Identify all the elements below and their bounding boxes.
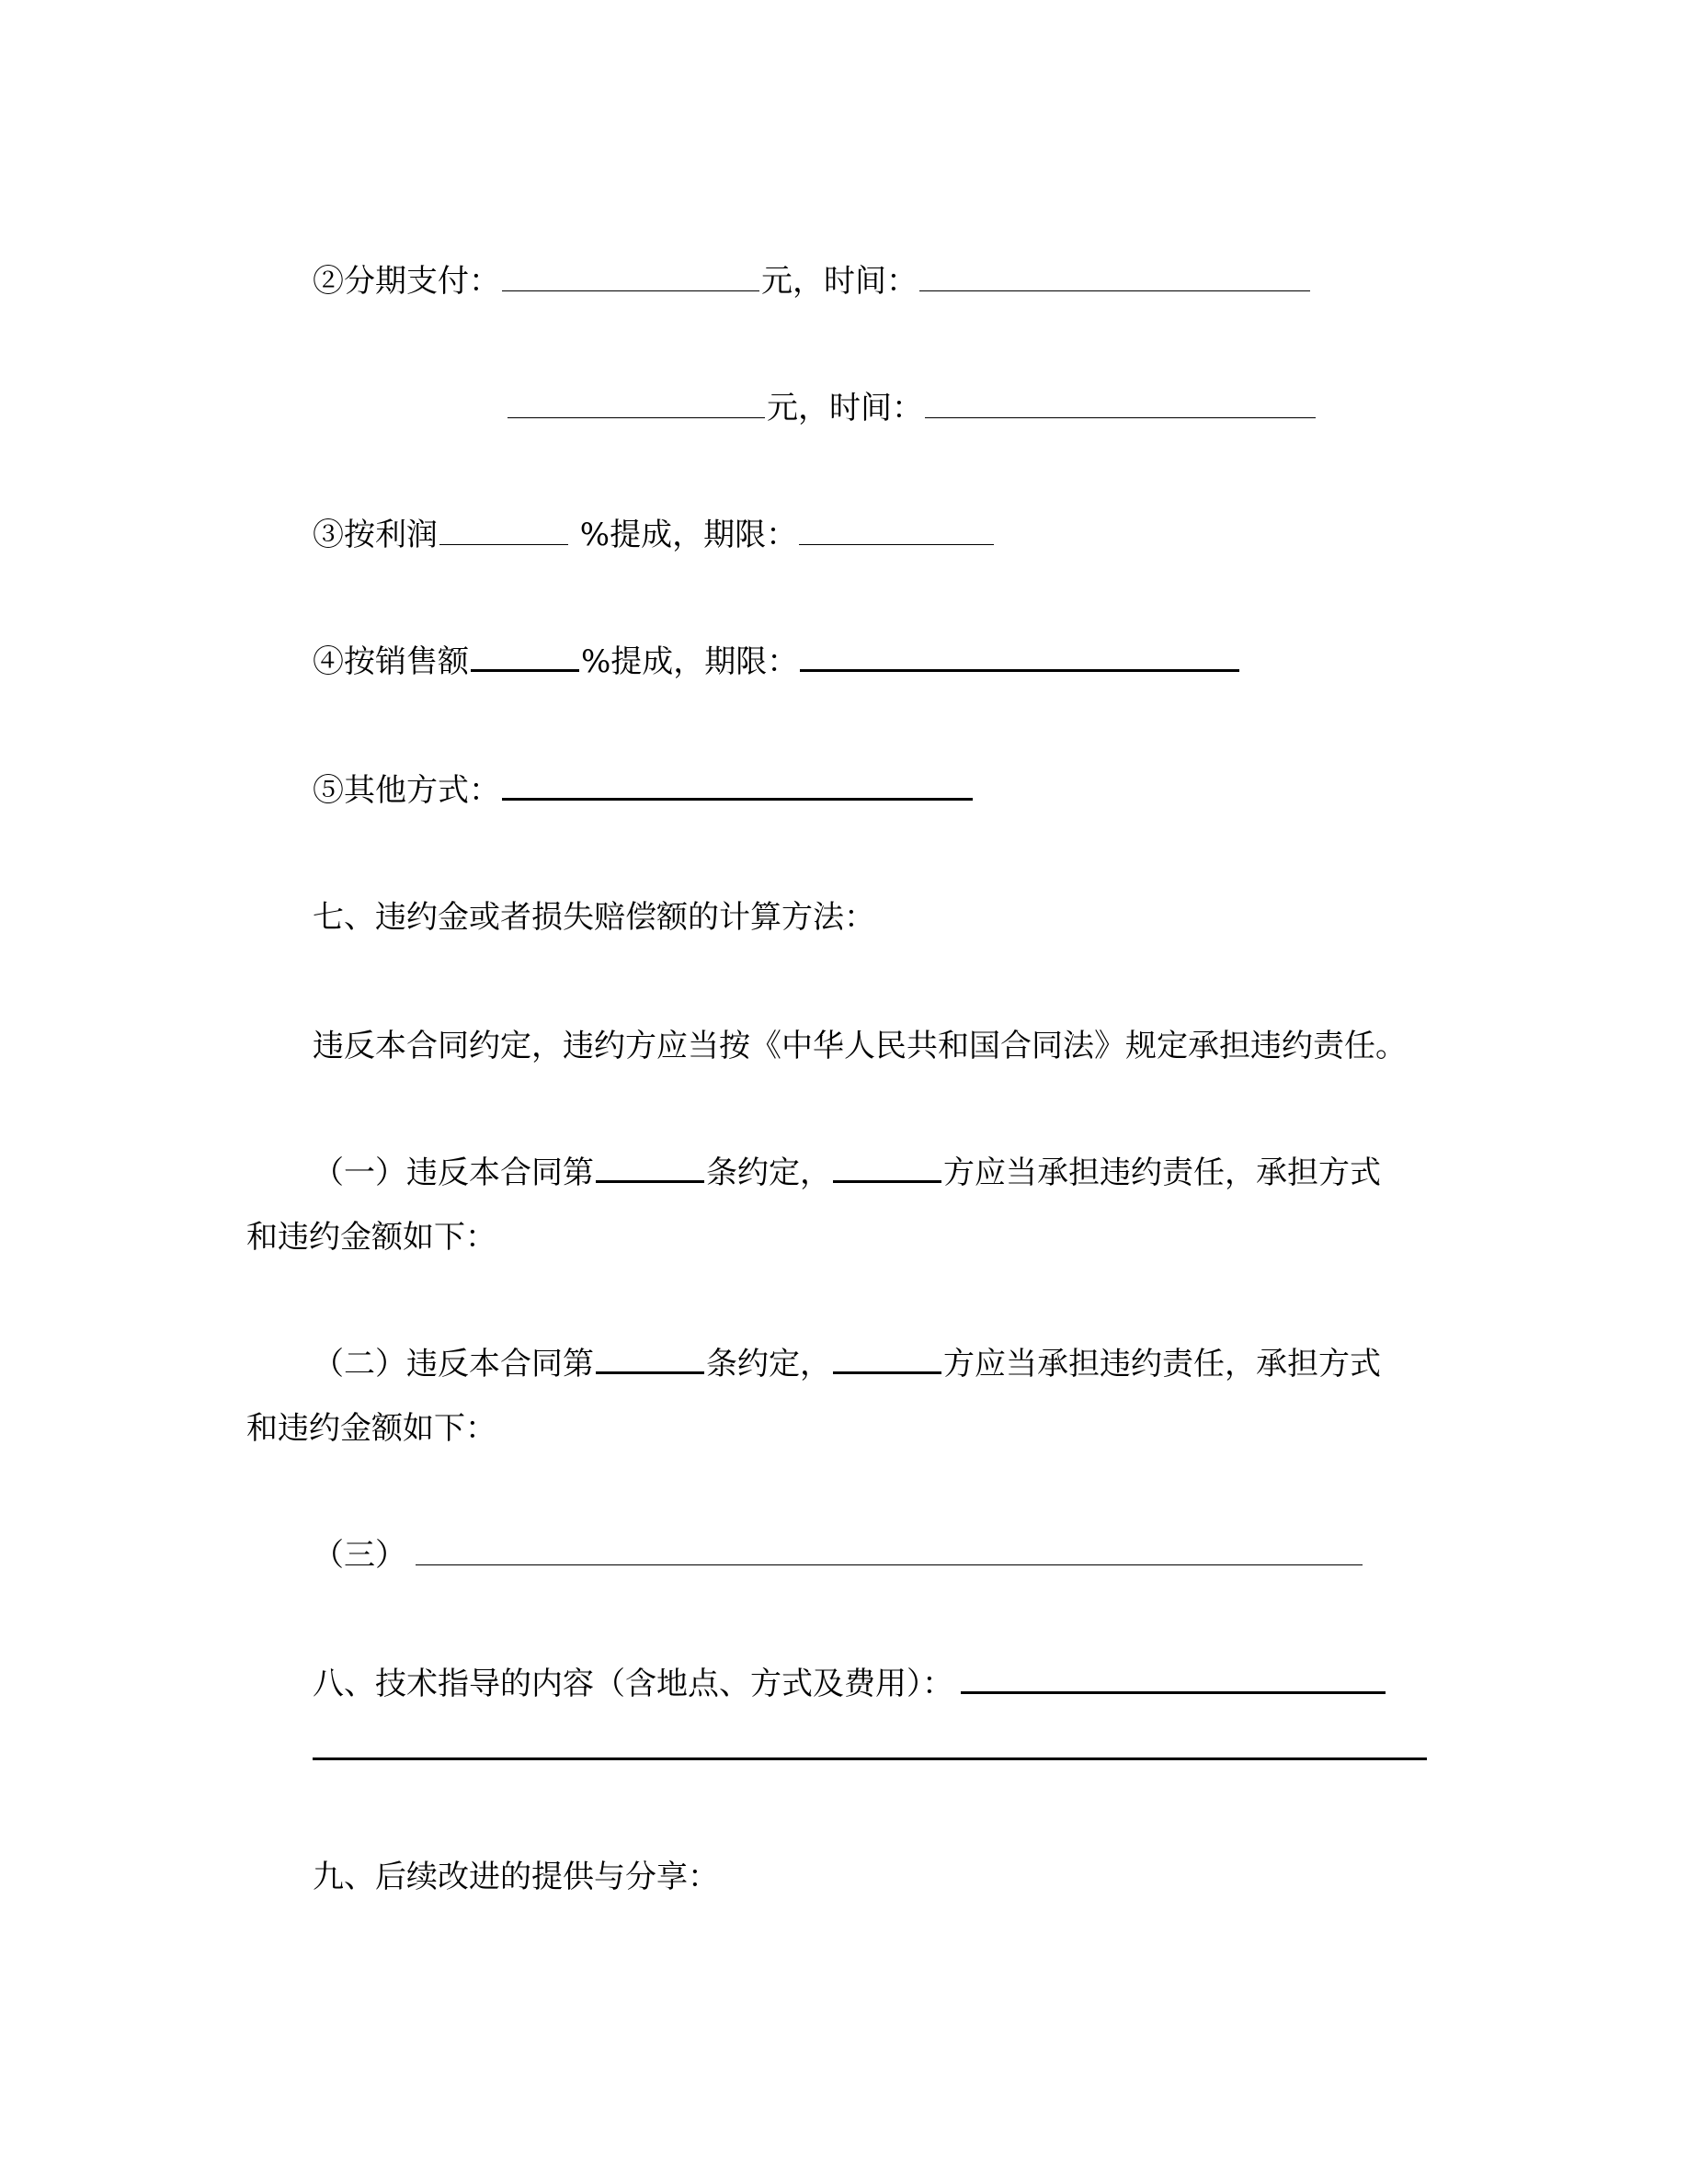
section7-intro: 违反本合同约定，违约方应当按《中华人民共和国合同法》规定承担违约责任。 bbox=[313, 1028, 1407, 1064]
sales-percent-blank[interactable] bbox=[471, 668, 579, 672]
installment-unit: 元，时间： bbox=[761, 263, 918, 300]
section8-blank-line-2[interactable] bbox=[313, 1757, 1427, 1760]
installment-unit: 元，时间： bbox=[767, 390, 923, 427]
profit-share-label: ③按利润 bbox=[313, 517, 438, 553]
section7-item-2 bbox=[313, 1344, 1381, 1384]
item1-suffix: 方应当承担违约责任，承担方式 bbox=[943, 1155, 1381, 1191]
sales-term-blank[interactable] bbox=[800, 668, 1239, 672]
other-method-row bbox=[313, 770, 975, 811]
section7-item-1 bbox=[313, 1153, 1381, 1193]
installment-row-2 bbox=[506, 388, 1317, 428]
item2-party-blank[interactable] bbox=[833, 1371, 941, 1374]
item1-prefix: （一）违反本合同第 bbox=[313, 1155, 594, 1191]
item2-middle: 条约定， bbox=[706, 1346, 831, 1382]
item1-clause-blank[interactable] bbox=[596, 1179, 704, 1183]
other-method-blank[interactable] bbox=[502, 797, 973, 801]
sales-share-label: ④按销售额 bbox=[313, 643, 469, 680]
section8-heading: 八、技术指导的内容（含地点、方式及费用）： bbox=[313, 1666, 953, 1702]
item1-middle: 条约定， bbox=[706, 1155, 831, 1191]
installment-row-1 bbox=[313, 261, 1312, 301]
sales-share-row bbox=[313, 642, 1241, 682]
profit-share-row bbox=[313, 515, 996, 555]
item2-continuation: 和违约金额如下： bbox=[246, 1410, 496, 1447]
item2-clause-blank[interactable] bbox=[596, 1371, 704, 1374]
section8-blank[interactable] bbox=[961, 1690, 1386, 1694]
section7-heading: 七、违约金或者损失赔偿额的计算方法： bbox=[313, 899, 875, 936]
installment-label: ②分期支付： bbox=[313, 263, 500, 300]
section9-heading: 九、后续改进的提供与分享： bbox=[313, 1859, 719, 1895]
section7-item-3 bbox=[313, 1535, 1364, 1575]
profit-percent-blank[interactable] bbox=[439, 543, 568, 545]
item1-continuation: 和违约金额如下： bbox=[246, 1219, 496, 1256]
installment-time-blank-2[interactable] bbox=[925, 416, 1316, 418]
installment-time-blank-1[interactable] bbox=[919, 290, 1310, 291]
installment-amount-blank-1[interactable] bbox=[502, 290, 759, 291]
section8-row bbox=[313, 1664, 1387, 1704]
item3-label: （三） bbox=[313, 1537, 406, 1574]
installment-amount-blank-2[interactable] bbox=[508, 416, 765, 418]
item2-prefix: （二）违反本合同第 bbox=[313, 1346, 594, 1382]
sales-share-suffix: %提成，期限： bbox=[581, 643, 799, 680]
item1-party-blank[interactable] bbox=[833, 1179, 941, 1183]
item2-suffix: 方应当承担违约责任，承担方式 bbox=[943, 1346, 1381, 1382]
other-method-label: ⑤其他方式： bbox=[313, 772, 500, 809]
profit-term-blank[interactable] bbox=[799, 543, 994, 545]
profit-share-suffix: %提成，期限： bbox=[570, 517, 798, 553]
item3-blank[interactable] bbox=[416, 1564, 1363, 1565]
